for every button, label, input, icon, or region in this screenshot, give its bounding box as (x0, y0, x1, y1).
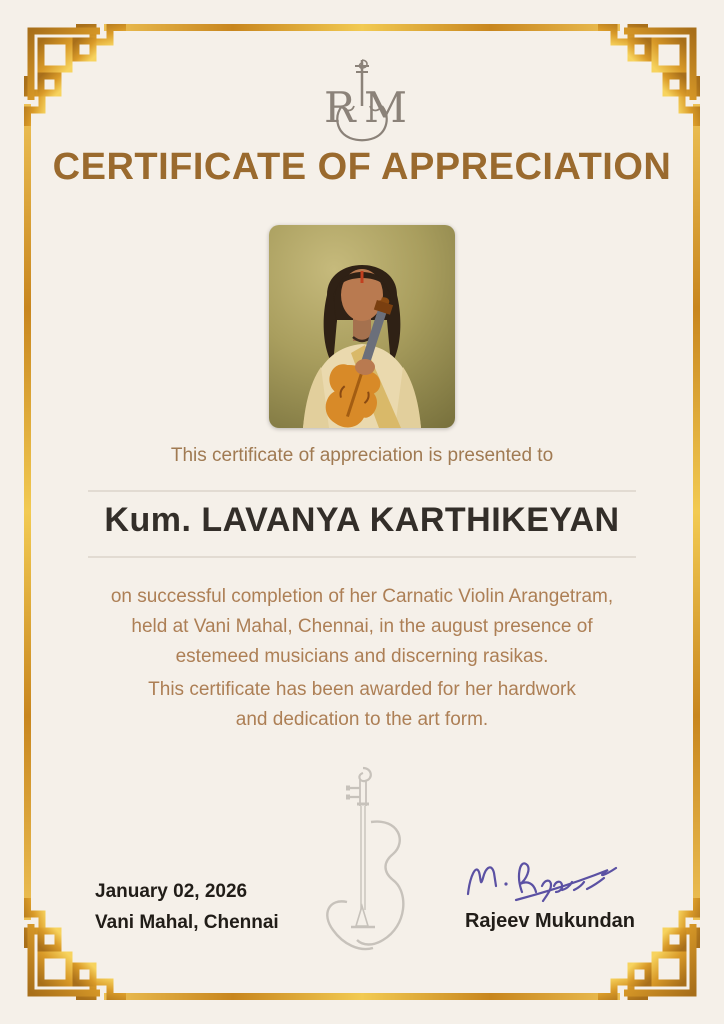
divider-above-name (88, 490, 636, 492)
recipient-name: Kum. LAVANYA KARTHIKEYAN (104, 501, 620, 539)
frame-edge-right (693, 104, 700, 920)
frame-corner-ornament-top-right (598, 14, 710, 126)
body2-line-1: This certificate has been awarded for her hardwork (148, 679, 576, 700)
recipient-photo (269, 225, 455, 428)
frame-corner-ornament-top-left (14, 14, 126, 126)
divider-below-name (88, 556, 636, 558)
logo-letter-m: M (364, 83, 408, 132)
body1-line-3: estemeed musicians and discerning rasikas. (175, 646, 549, 667)
body1-line-2: held at Vani Mahal, Chennai, in the august presence of (131, 616, 593, 637)
date-venue-block (95, 876, 279, 938)
signature-block (430, 846, 670, 933)
handwritten-signature (450, 846, 650, 908)
signatory-name: Rajeev Mukundan (464, 910, 636, 932)
frame-edge-bottom (104, 993, 620, 1000)
event-date: January 02, 2026 (95, 881, 248, 902)
frame-edge-top (104, 24, 620, 31)
event-venue: Vani Mahal, Chennai (95, 912, 279, 933)
certificate-title: CERTIFICATE OF APPRECIATION (52, 146, 672, 188)
body-paragraph-1 (62, 582, 662, 672)
body-paragraph-2 (62, 675, 662, 735)
body2-line-2: and dedication to the art form. (235, 709, 489, 730)
presented-line: This certificate of appreciation is presented to (170, 445, 554, 466)
rm-violin-monogram-logo (312, 54, 412, 148)
logo-letter-r: R (324, 83, 356, 132)
violin-line-art (307, 760, 417, 958)
frame-edge-left (24, 104, 31, 920)
body1-line-1: on successful completion of her Carnatic Violin Arangetram, (110, 586, 614, 607)
